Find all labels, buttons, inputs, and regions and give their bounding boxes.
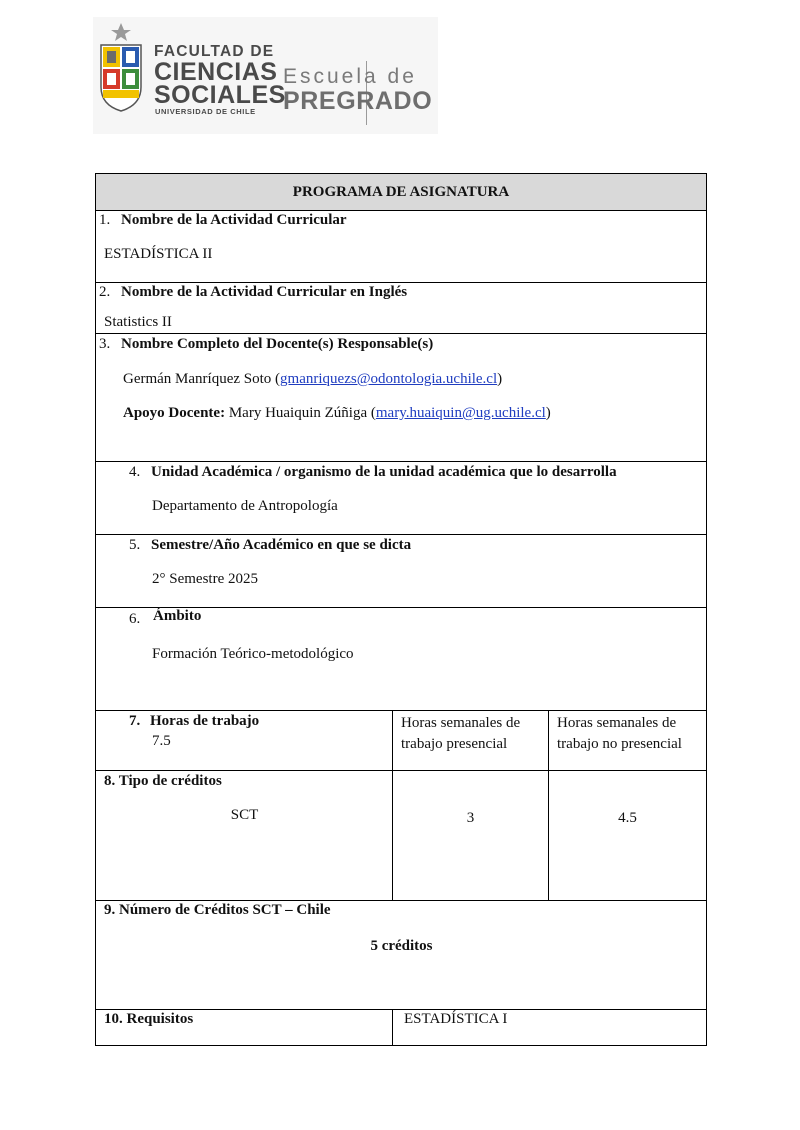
section-1-row xyxy=(96,211,707,283)
university-name: UNIVERSIDAD DE CHILE xyxy=(155,107,256,116)
col-presencial-header xyxy=(393,711,549,771)
credits-no-presencial-value: 4.5 xyxy=(618,810,637,826)
support-name: Mary Huaiquin Zúñiga xyxy=(228,405,368,421)
section-7-number: 7. xyxy=(129,713,141,729)
section-2-cell xyxy=(96,283,707,334)
support-teacher-line: Apoyo Docente: Mary Huaiquin Zúñiga (mary.huaiquin@ug.uchile.cl) xyxy=(123,405,551,421)
section-9-value: 5 créditos xyxy=(370,938,433,954)
faculty-line-1: FACULTAD DE xyxy=(154,43,275,60)
section-9-label: 9. Número de Créditos SCT – Chile xyxy=(104,902,331,918)
section-4-number: 4. xyxy=(129,464,141,480)
section-1-label: Nombre de la Actividad Curricular xyxy=(121,212,347,228)
section-10-label: 10. Requisitos xyxy=(104,1011,194,1027)
support-label: Apoyo Docente: xyxy=(123,405,226,421)
form-title-text: PROGRAMA DE ASIGNATURA xyxy=(292,183,510,200)
section-3-label: Nombre Completo del Docente(s) Responsable(s) xyxy=(121,336,434,352)
section-6-value: Formación Teórico-metodológico xyxy=(152,646,354,662)
section-10-value: ESTADÍSTICA I xyxy=(404,1011,508,1027)
section-8-row xyxy=(96,771,707,901)
section-3-cell xyxy=(96,334,707,462)
col-presencial-text: Horas semanales de trabajo presencial xyxy=(401,715,521,752)
section-9-row xyxy=(96,901,707,1010)
credit-type-value: SCT xyxy=(230,807,259,823)
section-2-value: Statistics II xyxy=(104,314,172,330)
section-9-cell xyxy=(96,901,707,1010)
section-5-value: 2° Semestre 2025 xyxy=(152,571,258,587)
section-7-label: Horas de trabajo xyxy=(150,713,260,729)
section-4-row xyxy=(96,462,707,535)
faculty-line-3: SOCIALES xyxy=(154,81,286,109)
section-1-cell xyxy=(96,211,707,283)
course-program-form xyxy=(95,173,707,1046)
col-no-presencial-text: Horas semanales de trabajo no presencial xyxy=(557,715,682,752)
section-5-label: Semestre/Año Académico en que se dicta xyxy=(151,537,412,553)
school-line-1: Escuela de xyxy=(283,65,417,88)
section-6-cell xyxy=(96,608,707,711)
section-2-number: 2. xyxy=(99,284,111,300)
school-line-2: PREGRADO xyxy=(283,87,433,115)
section-1-number: 1. xyxy=(99,212,111,228)
section-10-cell xyxy=(96,1010,393,1046)
section-3-row xyxy=(96,334,707,462)
section-5-number: 5. xyxy=(129,537,141,553)
section-5-row xyxy=(96,535,707,608)
section-7-cell xyxy=(96,711,393,771)
section-6-row xyxy=(96,608,707,711)
section-7-value: 7.5 xyxy=(152,733,171,749)
col-no-presencial-header xyxy=(549,711,707,771)
section-2-label: Nombre de la Actividad Curricular en Inglés xyxy=(121,284,408,300)
faculty-line-2: CIENCIAS xyxy=(154,58,278,86)
section-10-row xyxy=(96,1010,707,1046)
support-email-link[interactable]: mary.huaiquin@ug.uchile.cl xyxy=(375,405,546,421)
section-8-cell xyxy=(96,771,393,901)
credits-no-presencial-cell xyxy=(549,771,707,901)
teacher-line: Germán Manríquez Soto (gmanriquezs@odontologia.uchile.cl) xyxy=(123,371,503,387)
section-2-row xyxy=(96,283,707,334)
section-4-label: Unidad Académica / organismo de la unidad académica que lo desarrolla xyxy=(151,464,617,480)
section-4-cell xyxy=(96,462,707,535)
section-7-row xyxy=(96,711,707,771)
section-3-number: 3. xyxy=(99,336,111,352)
section-6-number: 6. xyxy=(129,611,141,627)
section-6-label: Ámbito xyxy=(153,608,202,624)
teacher-name: Germán Manríquez Soto xyxy=(123,371,272,387)
section-8-label: 8. Tipo de créditos xyxy=(104,773,222,789)
section-5-cell xyxy=(96,535,707,608)
section-1-value: ESTADÍSTICA II xyxy=(104,246,213,262)
form-title xyxy=(96,174,707,211)
credits-presencial-cell xyxy=(393,771,549,901)
university-shield-icon xyxy=(95,21,147,113)
section-4-value: Departamento de Antropología xyxy=(152,498,338,514)
credits-presencial-value: 3 xyxy=(466,810,475,826)
section-10-value-cell xyxy=(393,1010,707,1046)
teacher-email-link[interactable]: gmanriquezs@odontologia.uchile.cl xyxy=(280,371,498,387)
